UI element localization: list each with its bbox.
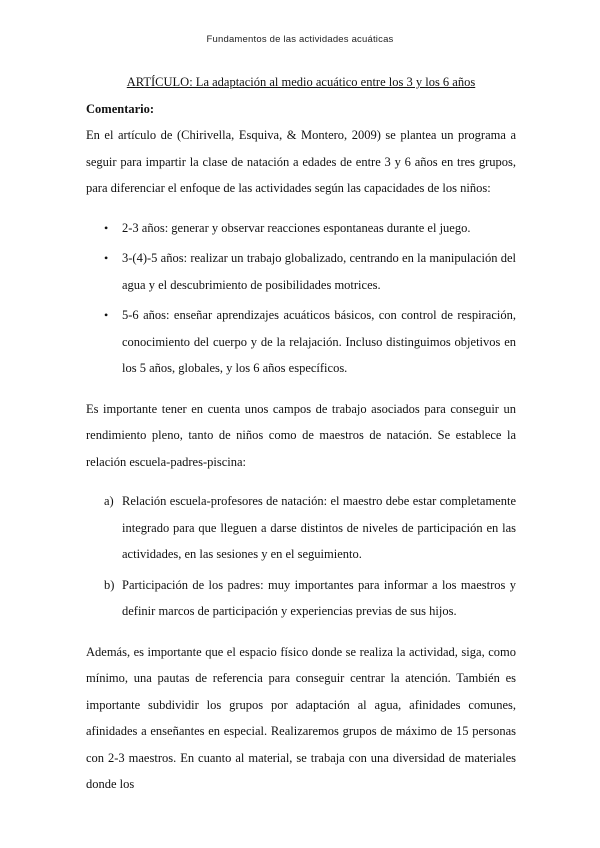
list-item [86, 215, 516, 242]
list-item-text: 2-3 años: generar y observar reacciones espontaneas durante el juego. [122, 220, 471, 235]
running-header: Fundamentos de las actividades acuáticas [206, 34, 394, 45]
age-group-list [86, 215, 516, 382]
list-item [86, 488, 516, 568]
body-paragraph: Es importante tener en cuenta unos campos de trabajo asociados para conseguir un rendimiento pleno, tanto de niños como de maestros de natación. Se establece la relación escuela-padres-piscina: [86, 401, 516, 469]
bullet-icon: • [104, 220, 109, 235]
bullet-icon: • [104, 308, 109, 322]
relation-list [86, 488, 516, 625]
list-item [86, 302, 516, 382]
bullet-icon: • [104, 251, 109, 265]
list-letter: a) [104, 494, 114, 508]
body-paragraph: Además, es importante que el espacio físico donde se realiza la actividad, siga, como mínimo, una pautas de referencia para conseguir centrar la atención. También es importante subdividir los grupos por adaptación al agua, afinidades comunes, afinidades a enseñantes en especial. Realizaremos grupos de máximo de 15 personas con 2-3 maestros. En cuanto al material, se trabaja con una diversidad de materiales donde los [86, 644, 516, 791]
article-title: ARTÍCULO: La adaptación al medio acuático entre los 3 y los 6 años [126, 75, 476, 89]
list-item-text: Relación escuela-profesores de natación: el maestro debe estar completamente integrado para que lleguen a darse distintos de niveles de participación en las actividades, en las sesiones y en el seguimiento. [122, 494, 516, 561]
list-item [86, 245, 516, 298]
list-item [86, 572, 516, 625]
list-letter: b) [104, 577, 115, 592]
section-heading: Comentario: [86, 101, 155, 116]
list-item-text: Participación de los padres: muy importantes para informar a los maestros y definir marcos de participación y experiencias previas de sus hijos. [122, 577, 516, 618]
list-item-text: 5-6 años: enseñar aprendizajes acuáticos básicos, con control de respiración, conocimiento del cuerpo y de la relajación. Incluso distinguimos objetivos en los 5 años, globales, y los 6 años específicos. [122, 308, 516, 375]
list-item-text: 3-(4)-5 años: realizar un trabajo globalizado, centrando en la manipulación del agua y el descubrimiento de posibilidades motrices. [122, 251, 516, 292]
document-body [86, 69, 516, 798]
intro-paragraph: En el artículo de (Chirivella, Esquiva, & Montero, 2009) se plantea un programa a seguir para impartir la clase de natación a edades de entre 3 y 6 años en tres grupos, para diferenciar el enfoque de las actividades según las capacidades de los niños: [86, 128, 516, 195]
